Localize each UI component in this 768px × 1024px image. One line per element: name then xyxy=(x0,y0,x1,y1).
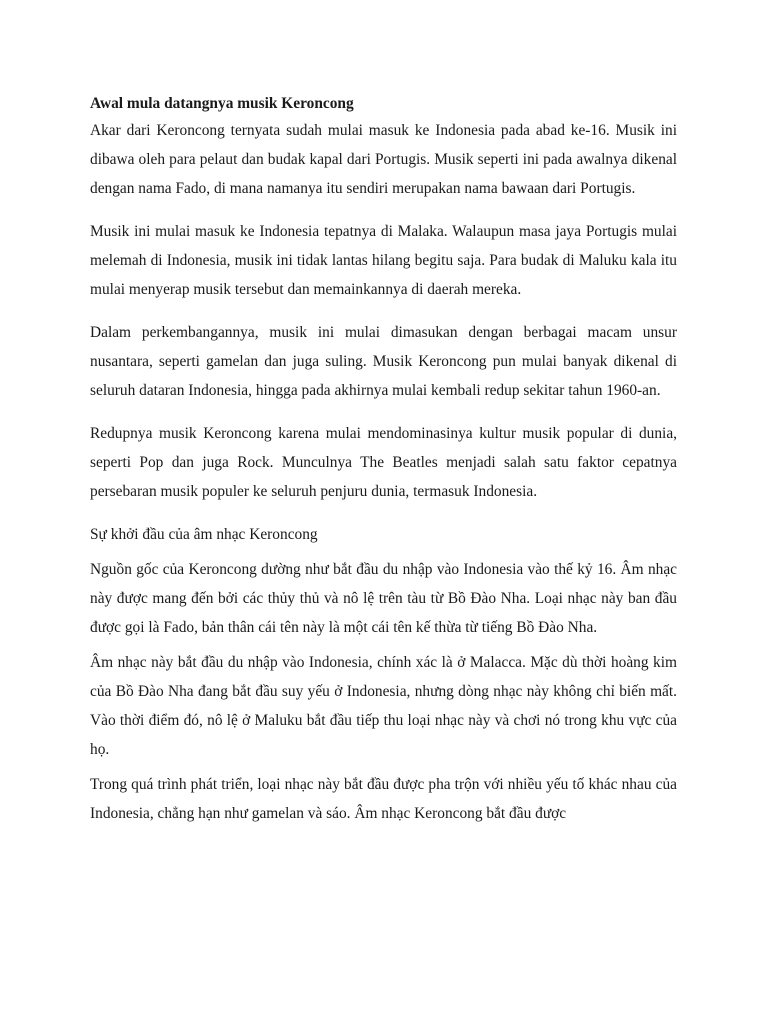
paragraph-origin: Akar dari Keroncong ternyata sudah mulai masuk ke Indonesia pada abad ke-16. Musik ini dibawa oleh para pelaut dan budak kapal dari Portugis. Musik seperti ini pada awalnya dikenal dengan nama Fado, di mana namanya itu sendiri merupakan nama bawaan dari Portugis. xyxy=(90,122,677,197)
paragraph-vn-development: Trong quá trình phát triển, loại nhạc này bắt đầu được pha trộn với nhiều yếu tố khác nhau của Indonesia, chẳng hạn như gamelan và sáo. Âm nhạc Keroncong bắt đầu được xyxy=(90,776,677,822)
paragraph-decline: Redupnya musik Keroncong karena mulai mendominasinya kultur musik popular di dunia, seperti Pop dan juga Rock. Munculnya The Beatles menjadi salah satu faktor cepatnya persebaran musik populer ke seluruh penjuru dunia, termasuk Indonesia. xyxy=(90,425,677,500)
document-title: Awal mula datangnya musik Keroncong xyxy=(90,95,354,112)
paragraph-vn-malacca: Âm nhạc này bắt đầu du nhập vào Indonesia, chính xác là ở Malacca. Mặc dù thời hoàng kim của Bồ Đào Nha đang bắt đầu suy yếu ở Indonesia, nhưng dòng nhạc này không chỉ biến mất. Vào thời điểm đó, nô lệ ở Maluku bắt đầu tiếp thu loại nhạc này và chơi nó trong khu vực của họ. xyxy=(90,654,677,758)
paragraph-malaka: Musik ini mulai masuk ke Indonesia tepatnya di Malaka. Walaupun masa jaya Portugis mulai melemah di Indonesia, musik ini tidak lantas hilang begitu saja. Para budak di Maluku kala itu mulai menyerap musik tersebut dan memainkannya di daerah mereka. xyxy=(90,223,677,298)
section-heading-vn: Sự khởi đầu của âm nhạc Keroncong xyxy=(90,526,318,543)
document-page xyxy=(90,92,677,828)
paragraph-development: Dalam perkembangannya, musik ini mulai dimasukan dengan berbagai macam unsur nusantara, seperti gamelan dan juga suling. Musik Keroncong pun mulai banyak dikenal di seluruh dataran Indonesia, hingga pada akhirnya mulai kembali redup sekitar tahun 1960-an. xyxy=(90,324,677,399)
paragraph-vn-origin: Nguồn gốc của Keroncong dường như bắt đầu du nhập vào Indonesia vào thế kỷ 16. Âm nhạc này được mang đến bởi các thủy thủ và nô lệ trên tàu từ Bồ Đào Nha. Loại nhạc này ban đầu được gọi là Fado, bản thân cái tên này là một cái tên kế thừa từ tiếng Bồ Đào Nha. xyxy=(90,561,677,636)
